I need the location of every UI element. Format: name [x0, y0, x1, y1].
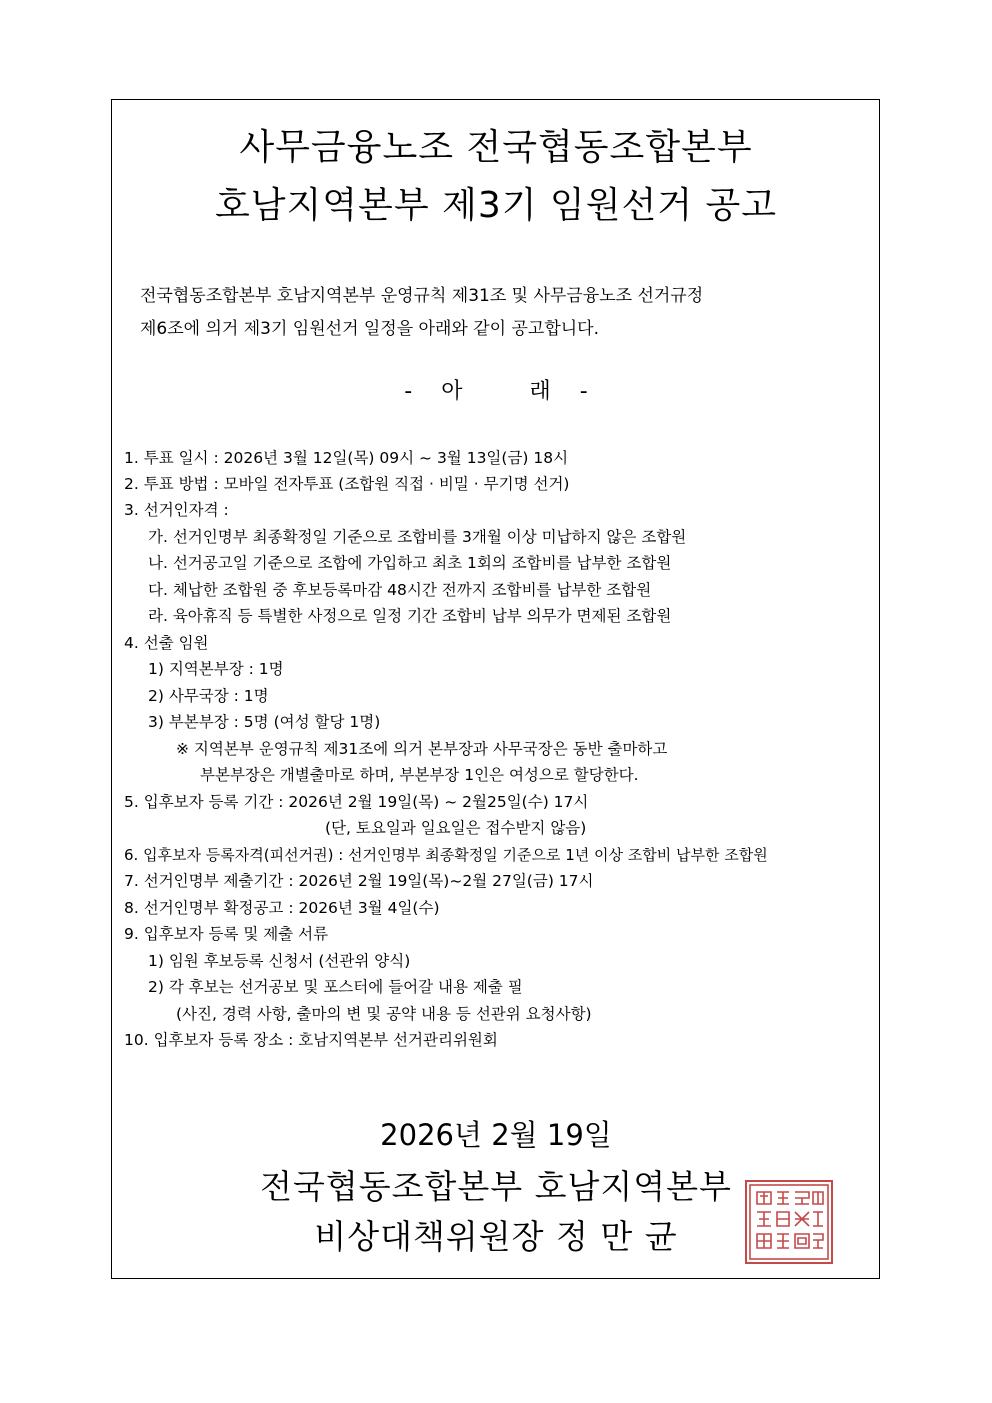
- item-3-sub-na: 나. 선거공고일 기준으로 조합에 가입하고 최초 1회의 조합비를 납부한 조합원: [148, 554, 672, 572]
- title-line-2: 호남지역본부 제3기 임원선거 공고: [214, 185, 778, 226]
- item-3-voter-eligibility: 3. 선거인자격 :: [124, 501, 229, 519]
- item-4-sub-2: 2) 사무국장 : 1명: [148, 687, 269, 705]
- intro-line-2: 제6조에 의거 제3기 임원선거 일정을 아래와 같이 공고합니다.: [140, 319, 599, 339]
- item-9-sub-2-note: (사진, 경력 사항, 출마의 변 및 공약 내용 등 선관위 요청사항): [176, 1005, 592, 1023]
- item-9-sub-2: 2) 각 후보는 선거공보 및 포스터에 들어갈 내용 제출 필: [148, 978, 523, 996]
- item-9-sub-1: 1) 임원 후보등록 신청서 (선관위 양식): [148, 952, 411, 970]
- item-5-registration-period: 5. 입후보자 등록 기간 : 2026년 2월 19일(목) ~ 2월25일(수) 17시: [124, 793, 589, 811]
- item-4-positions: 4. 선출 임원: [124, 634, 209, 652]
- item-4-note-line-1: ※ 지역본부 운영규칙 제31조에 의거 본부장과 사무국장은 동반 출마하고: [176, 740, 668, 758]
- title-line-1: 사무금융노조 전국협동조합본부: [239, 127, 753, 168]
- item-3-sub-ra: 라. 육아휴직 등 특별한 사정으로 일정 기간 조합비 납부 의무가 면제된 조합원: [148, 607, 672, 625]
- item-4-sub-3: 3) 부본부장 : 5명 (여성 할당 1명): [148, 713, 381, 731]
- signer-name: 비상대책위원장 정 만 균: [314, 1217, 678, 1256]
- item-10-registration-place: 10. 입후보자 등록 장소 : 호남지역본부 선거관리위원회: [124, 1031, 498, 1049]
- item-1-vote-date: 1. 투표 일시 : 2026년 3월 12일(목) 09시 ~ 3월 13일(금) 18시: [124, 449, 569, 467]
- item-5-note: (단, 토요일과 일요일은 접수받지 않음): [325, 819, 587, 837]
- heading-char-1: 아: [441, 379, 463, 404]
- item-4-note-line-2: 부본부장은 개별출마로 하며, 부본부장 1인은 여성으로 할당한다.: [200, 766, 639, 784]
- item-8-voter-list-confirmation: 8. 선거인명부 확정공고 : 2026년 3월 4일(수): [124, 899, 440, 917]
- item-3-sub-ga: 가. 선거인명부 최종확정일 기준으로 조합비를 3개월 이상 미납하지 않은 조합원: [148, 528, 687, 546]
- seal-pattern-icon: [747, 1182, 831, 1262]
- item-9-documents: 9. 입후보자 등록 및 제출 서류: [124, 925, 329, 943]
- item-2-vote-method: 2. 투표 방법 : 모바일 전자투표 (조합원 직접 · 비밀 · 무기명 선거): [124, 475, 570, 493]
- item-7-voter-list-submission: 7. 선거인명부 제출기간 : 2026년 2월 19일(목)~2월 27일(금) 17시: [124, 872, 594, 890]
- official-seal-stamp: [745, 1180, 833, 1264]
- item-3-sub-da: 다. 체납한 조합원 중 후보등록마감 48시간 전까지 조합비를 납부한 조합원: [148, 581, 652, 599]
- item-4-sub-1: 1) 지역본부장 : 1명: [148, 660, 284, 678]
- heading-dash-right: -: [579, 379, 588, 404]
- section-heading: [0, 379, 992, 405]
- announcement-date: 2026년 2월 19일: [380, 1118, 612, 1152]
- intro-line-1: 전국협동조합본부 호남지역본부 운영규칙 제31조 및 사무금융노조 선거규정: [140, 286, 704, 306]
- heading-char-2: 래: [529, 379, 551, 404]
- organization-name: 전국협동조합본부 호남지역본부: [260, 1167, 732, 1206]
- item-6-candidate-eligibility: 6. 입후보자 등록자격(피선거권) : 선거인명부 최종확정일 기준으로 1년 이상 조합비 납부한 조합원: [124, 846, 768, 864]
- heading-dash-left: -: [404, 379, 413, 404]
